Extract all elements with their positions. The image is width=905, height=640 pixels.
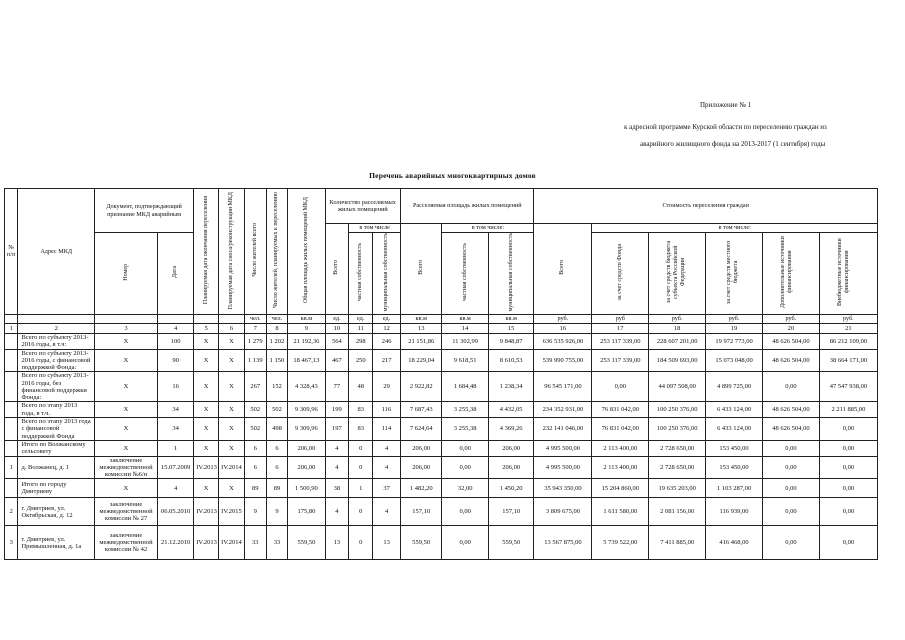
row-value-cell: 0 <box>349 440 373 456</box>
row-value-cell: 7 624,64 <box>401 418 442 441</box>
row-value-cell: 11 302,99 <box>442 333 489 349</box>
row-value-cell: 206,00 <box>288 440 325 456</box>
row-resettle-date-cell: Х <box>194 372 219 402</box>
row-index-cell <box>5 440 18 456</box>
row-value-cell: 13 567 875,00 <box>534 526 592 560</box>
row-demolish-date-cell: IV.2014 <box>219 526 245 560</box>
row-value-cell: 76 831 042,00 <box>592 418 649 441</box>
row-value-cell: 498 <box>266 418 288 441</box>
row-value-cell: 157,10 <box>401 498 442 526</box>
row-value-cell: 2 728 650,00 <box>649 440 706 456</box>
row-value-cell: 4 432,05 <box>488 402 534 418</box>
row-value-cell: 4 <box>325 440 349 456</box>
column-number-cell: 21 <box>819 323 877 333</box>
column-number-cell: 12 <box>373 323 401 333</box>
row-value-cell: 9 309,96 <box>288 418 325 441</box>
column-number-cell: 19 <box>706 323 763 333</box>
row-value-cell: 7 411 885,00 <box>649 526 706 560</box>
row-value-cell: 1 279 <box>244 333 266 349</box>
row-doc-date-cell: 34 <box>158 402 194 418</box>
row-value-cell: 2 113 400,00 <box>592 456 649 479</box>
row-demolish-date-cell: IV.2014 <box>219 456 245 479</box>
houses-table <box>4 188 878 560</box>
doc-date-header: Дата <box>158 233 194 315</box>
row-value-cell: 636 535 926,00 <box>534 333 592 349</box>
column-number-cell: 16 <box>534 323 592 333</box>
row-index-cell: 2 <box>5 498 18 526</box>
row-resettle-date-cell: IV.2013 <box>194 526 219 560</box>
column-number-cell: 2 <box>18 323 95 333</box>
row-value-cell: 18 229,04 <box>401 349 442 372</box>
row-address-cell: Всего по этапу 2013 года, в т.ч. <box>18 402 95 418</box>
row-value-cell: 38 <box>325 479 349 498</box>
row-value-cell: 217 <box>373 349 401 372</box>
table-row <box>5 498 878 526</box>
row-value-cell: 0,00 <box>762 498 819 526</box>
table-row <box>5 418 878 441</box>
table-row <box>5 372 878 402</box>
row-resettle-date-cell: Х <box>194 333 219 349</box>
row-value-cell: 246 <box>373 333 401 349</box>
row-value-cell: 33 <box>244 526 266 560</box>
row-value-cell: 206,00 <box>288 456 325 479</box>
unit-cell: чел. <box>266 314 288 323</box>
row-value-cell: 4 <box>373 498 401 526</box>
row-value-cell: 9 848,87 <box>488 333 534 349</box>
row-value-cell: 0,00 <box>762 456 819 479</box>
table-body <box>5 323 878 560</box>
doc-number-header: Номер <box>94 233 157 315</box>
row-value-cell: 76 831 042,00 <box>592 402 649 418</box>
table-row <box>5 526 878 560</box>
row-value-cell: 232 141 046,00 <box>534 418 592 441</box>
area-private-header: частная собственность <box>442 233 489 315</box>
column-number-cell: 6 <box>219 323 245 333</box>
cost-extra-header: Дополнительные источники финансирования <box>762 233 819 315</box>
page-title: Перечень аварийных многоквартирных домов <box>369 171 536 180</box>
row-address-cell: Всего по субъекту 2013-2016 годы, без финансовой поддержки Фонда: <box>18 372 95 402</box>
row-value-cell: 48 626 504,00 <box>762 418 819 441</box>
row-value-cell: 2 113 400,00 <box>592 440 649 456</box>
unit-cell: ед. <box>373 314 401 323</box>
row-value-cell: 197 <box>325 418 349 441</box>
count-incl-header: в том числе <box>349 224 401 233</box>
unit-cell: руб. <box>819 314 877 323</box>
col-residents-header: Число жителей всего <box>244 189 266 315</box>
column-number-cell: 17 <box>592 323 649 333</box>
row-doc-number-cell: заключение межведомственной комиссии № 27 <box>94 498 157 526</box>
column-number-cell: 11 <box>349 323 373 333</box>
column-number-cell: 5 <box>194 323 219 333</box>
table-row <box>5 349 878 372</box>
col-number-header: № п/п <box>5 189 18 315</box>
row-value-cell: 6 <box>266 456 288 479</box>
unit-cell: руб. <box>649 314 706 323</box>
row-address-cell: Итого по городу Дмитриеву <box>18 479 95 498</box>
row-value-cell: 1 238,34 <box>488 372 534 402</box>
row-value-cell: 13 <box>325 526 349 560</box>
row-index-cell: 1 <box>5 456 18 479</box>
row-value-cell: 502 <box>244 402 266 418</box>
row-value-cell: 116 939,00 <box>706 498 763 526</box>
row-value-cell: 19 972 773,00 <box>706 333 763 349</box>
row-value-cell: 15 204 860,00 <box>592 479 649 498</box>
row-value-cell: 21 192,36 <box>288 333 325 349</box>
row-value-cell: 4 369,26 <box>488 418 534 441</box>
unit-cell: ед. <box>349 314 373 323</box>
column-number-cell: 13 <box>401 323 442 333</box>
row-value-cell: 1 450,20 <box>488 479 534 498</box>
cost-offbudget-header: Внебюджетные источники финансирования <box>819 233 877 315</box>
row-value-cell: 1 202 <box>266 333 288 349</box>
col-address-header: Адрес МКД <box>18 189 95 315</box>
appendix-subtitle-line2: аварийного жилищного фонда на 2013-2017 (1 сентября) годы <box>640 140 826 148</box>
row-value-cell: 153 450,00 <box>706 440 763 456</box>
row-value-cell: 0,00 <box>819 479 877 498</box>
row-value-cell: 539 990 755,00 <box>534 349 592 372</box>
row-value-cell: 1 684,48 <box>442 372 489 402</box>
row-value-cell: 83 <box>349 402 373 418</box>
row-value-cell: 206,00 <box>488 440 534 456</box>
row-demolish-date-cell: Х <box>219 402 245 418</box>
row-value-cell: 157,10 <box>488 498 534 526</box>
row-address-cell: Итого по Волжанскому сельсовету <box>18 440 95 456</box>
row-value-cell: 0,00 <box>442 498 489 526</box>
row-value-cell: 96 545 171,00 <box>534 372 592 402</box>
row-value-cell: 89 <box>266 479 288 498</box>
row-address-cell: д. Волжанец, д. 1 <box>18 456 95 479</box>
row-value-cell: 0,00 <box>442 526 489 560</box>
row-value-cell: 6 433 124,00 <box>706 402 763 418</box>
row-value-cell: 32,00 <box>442 479 489 498</box>
row-doc-date-cell: 34 <box>158 418 194 441</box>
row-value-cell: 206,00 <box>488 456 534 479</box>
unit-cell: руб. <box>762 314 819 323</box>
row-value-cell: 29 <box>373 372 401 402</box>
table-row <box>5 440 878 456</box>
table-row <box>5 479 878 498</box>
row-value-cell: 116 <box>373 402 401 418</box>
row-value-cell: 298 <box>349 333 373 349</box>
row-demolish-date-cell: Х <box>219 372 245 402</box>
row-value-cell: 1 103 287,00 <box>706 479 763 498</box>
row-value-cell: 1 150 <box>266 349 288 372</box>
row-index-cell <box>5 349 18 372</box>
count-municipal-header: муниципальная собственность <box>373 233 401 315</box>
col-demolish-date-header: Планируемая дата сноса/реконструкции МКД <box>219 189 245 315</box>
row-index-cell: 3 <box>5 526 18 560</box>
column-number-cell: 18 <box>649 323 706 333</box>
row-index-cell <box>5 402 18 418</box>
row-demolish-date-cell: Х <box>219 479 245 498</box>
row-doc-date-cell: 16 <box>158 372 194 402</box>
column-number-cell: 7 <box>244 323 266 333</box>
row-value-cell: 5 739 522,00 <box>592 526 649 560</box>
column-number-cell: 10 <box>325 323 349 333</box>
row-doc-number-cell: Х <box>94 402 157 418</box>
row-doc-date-cell: 90 <box>158 349 194 372</box>
row-value-cell: 253 117 339,00 <box>592 333 649 349</box>
row-value-cell: 0,00 <box>762 526 819 560</box>
unit-cell: руб. <box>534 314 592 323</box>
row-address-cell: Всего по субъекту 2013-2016 годы, с финансовой поддержкой Фонда: <box>18 349 95 372</box>
unit-cell: кв.м <box>401 314 442 323</box>
row-value-cell: 250 <box>349 349 373 372</box>
row-address-cell: Всего по субъекту 2013-2016 годы, в т.ч: <box>18 333 95 349</box>
table-header <box>5 189 878 324</box>
row-value-cell: 89 <box>244 479 266 498</box>
row-value-cell: 19 635 203,00 <box>649 479 706 498</box>
unit-cell: ед. <box>325 314 349 323</box>
row-value-cell: 502 <box>244 418 266 441</box>
row-value-cell: 4 995 500,00 <box>534 440 592 456</box>
row-index-cell <box>5 372 18 402</box>
row-value-cell: 7 687,43 <box>401 402 442 418</box>
row-value-cell: 0,00 <box>819 440 877 456</box>
row-value-cell: 47 547 938,00 <box>819 372 877 402</box>
column-number-cell: 14 <box>442 323 489 333</box>
row-index-cell <box>5 333 18 349</box>
count-private-header: частная собственность <box>349 233 373 315</box>
table-row <box>5 402 878 418</box>
row-value-cell: 0,00 <box>762 440 819 456</box>
row-value-cell: 2 922,82 <box>401 372 442 402</box>
row-value-cell: 2 211 885,00 <box>819 402 877 418</box>
row-address-cell: Всего по этапу 2013 года с финансовой поддержкой Фонда <box>18 418 95 441</box>
row-value-cell: 4 899 725,00 <box>706 372 763 402</box>
row-doc-number-cell: заключение межведомственной комиссии №6/н <box>94 456 157 479</box>
col-residents-planned-header: Число жителей, планируемых к переселению <box>266 189 288 315</box>
row-value-cell: 86 212 109,00 <box>819 333 877 349</box>
table-row <box>5 333 878 349</box>
row-value-cell: 18 467,13 <box>288 349 325 372</box>
row-resettle-date-cell: Х <box>194 402 219 418</box>
row-value-cell: 2 728 650,00 <box>649 456 706 479</box>
col-resettle-date-header: Планируемая дата окончания переселения <box>194 189 219 315</box>
row-value-cell: 6 433 124,00 <box>706 418 763 441</box>
appendix-subtitle-line1: к адресной программе Курской области по переселению граждан из <box>624 123 827 131</box>
col-cost-header: Стоимость переселения граждан <box>534 189 878 224</box>
row-value-cell: 35 943 350,00 <box>534 479 592 498</box>
row-doc-date-cell: 15.07.2009 <box>158 456 194 479</box>
cost-local-budget-header: за счет средств местного бюджета <box>706 233 763 315</box>
row-value-cell: 100 250 376,00 <box>649 402 706 418</box>
row-resettle-date-cell: Х <box>194 349 219 372</box>
row-value-cell: 0,00 <box>819 456 877 479</box>
row-value-cell: 4 328,43 <box>288 372 325 402</box>
column-number-cell: 4 <box>158 323 194 333</box>
cost-subject-budget-header: за счет средств бюджета субъекта Российской Федерации <box>649 233 706 315</box>
row-value-cell: 15 073 048,00 <box>706 349 763 372</box>
cost-fund-header: за счет средств Фонда <box>592 233 649 315</box>
row-value-cell: 228 607 201,00 <box>649 333 706 349</box>
row-doc-date-cell: 100 <box>158 333 194 349</box>
row-value-cell: 0 <box>349 526 373 560</box>
table-row <box>5 456 878 479</box>
row-value-cell: 13 <box>373 526 401 560</box>
row-value-cell: 152 <box>266 372 288 402</box>
unit-cell: кв.м <box>488 314 534 323</box>
col-count-header: Количество расселяемых жилых помещений <box>325 189 401 224</box>
unit-cell: руб. <box>706 314 763 323</box>
row-value-cell: 4 <box>373 456 401 479</box>
row-value-cell: 199 <box>325 402 349 418</box>
row-value-cell: 1 <box>349 479 373 498</box>
row-value-cell: 114 <box>373 418 401 441</box>
row-value-cell: 0,00 <box>762 479 819 498</box>
row-value-cell: 48 626 504,00 <box>762 333 819 349</box>
row-index-cell <box>5 418 18 441</box>
row-value-cell: 3 809 675,00 <box>534 498 592 526</box>
column-number-cell: 9 <box>288 323 325 333</box>
row-value-cell: 37 <box>373 479 401 498</box>
row-doc-number-cell: Х <box>94 372 157 402</box>
row-value-cell: 206,00 <box>401 456 442 479</box>
row-value-cell: 175,80 <box>288 498 325 526</box>
row-doc-number-cell: Х <box>94 479 157 498</box>
row-resettle-date-cell: Х <box>194 440 219 456</box>
row-value-cell: 0,00 <box>819 526 877 560</box>
row-value-cell: 234 352 931,00 <box>534 402 592 418</box>
row-value-cell: 38 664 171,00 <box>819 349 877 372</box>
column-number-cell: 8 <box>266 323 288 333</box>
row-doc-number-cell: Х <box>94 333 157 349</box>
row-value-cell: 0 <box>349 498 373 526</box>
row-resettle-date-cell: Х <box>194 479 219 498</box>
row-value-cell: 206,00 <box>401 440 442 456</box>
col-document-header: Документ, подтверждающий признание МКД аварийным <box>94 189 193 233</box>
row-demolish-date-cell: Х <box>219 418 245 441</box>
col-area-header: Расселяемая площадь жилых помещений <box>401 189 534 224</box>
row-doc-number-cell: Х <box>94 418 157 441</box>
row-demolish-date-cell: Х <box>219 440 245 456</box>
row-value-cell: 4 <box>373 440 401 456</box>
row-value-cell: 467 <box>325 349 349 372</box>
row-value-cell: 4 995 500,00 <box>534 456 592 479</box>
row-value-cell: 1 482,20 <box>401 479 442 498</box>
row-value-cell: 267 <box>244 372 266 402</box>
row-value-cell: 1 611 580,00 <box>592 498 649 526</box>
row-value-cell: 0,00 <box>592 372 649 402</box>
row-address-cell: г. Дмитриев, ул. Октябрьская, д. 12 <box>18 498 95 526</box>
row-value-cell: 253 117 339,00 <box>592 349 649 372</box>
area-municipal-header: муниципальная собственность <box>488 233 534 315</box>
row-value-cell: 9 <box>244 498 266 526</box>
row-value-cell: 100 250 376,00 <box>649 418 706 441</box>
row-value-cell: 48 626 504,00 <box>762 349 819 372</box>
row-value-cell: 3 255,38 <box>442 402 489 418</box>
row-value-cell: 6 <box>244 456 266 479</box>
col-total-area-header: Общая площадь жилых помещений МКД <box>288 189 325 315</box>
row-doc-date-cell: 06.05.2010 <box>158 498 194 526</box>
row-value-cell: 83 <box>349 418 373 441</box>
row-value-cell: 2 081 156,00 <box>649 498 706 526</box>
row-value-cell: 559,50 <box>488 526 534 560</box>
column-numbers-row <box>5 323 878 333</box>
row-address-cell: г. Дмитриев, ул. Примышленная, д. 1а <box>18 526 95 560</box>
row-resettle-date-cell: IV.2013 <box>194 498 219 526</box>
row-value-cell: 0 <box>349 456 373 479</box>
row-value-cell: 6 <box>244 440 266 456</box>
row-value-cell: 1 500,90 <box>288 479 325 498</box>
count-total-header: Всего <box>325 224 349 315</box>
row-value-cell: 4 <box>325 498 349 526</box>
row-resettle-date-cell: Х <box>194 418 219 441</box>
row-value-cell: 48 626 504,00 <box>762 402 819 418</box>
row-resettle-date-cell: IV.2013 <box>194 456 219 479</box>
area-incl-header: в том числе: <box>442 224 534 233</box>
row-value-cell: 9 309,96 <box>288 402 325 418</box>
row-value-cell: 0,00 <box>819 498 877 526</box>
unit-cell: кв.м <box>288 314 325 323</box>
row-value-cell: 8 610,53 <box>488 349 534 372</box>
row-value-cell: 0,00 <box>819 418 877 441</box>
row-value-cell: 416 468,00 <box>706 526 763 560</box>
row-value-cell: 9 <box>266 498 288 526</box>
row-doc-date-cell: 21.12.2010 <box>158 526 194 560</box>
column-number-cell: 3 <box>94 323 157 333</box>
row-value-cell: 0,00 <box>442 440 489 456</box>
row-value-cell: 48 <box>349 372 373 402</box>
row-value-cell: 0,00 <box>762 372 819 402</box>
row-doc-number-cell: Х <box>94 440 157 456</box>
row-doc-number-cell: Х <box>94 349 157 372</box>
row-demolish-date-cell: Х <box>219 333 245 349</box>
row-value-cell: 4 <box>325 456 349 479</box>
row-value-cell: 153 450,00 <box>706 456 763 479</box>
row-doc-date-cell: 1 <box>158 440 194 456</box>
row-index-cell <box>5 479 18 498</box>
column-number-cell: 20 <box>762 323 819 333</box>
row-value-cell: 559,50 <box>288 526 325 560</box>
row-value-cell: 0,00 <box>442 456 489 479</box>
unit-cell: чел. <box>244 314 266 323</box>
area-total-header: Всего <box>401 224 442 315</box>
row-value-cell: 21 151,86 <box>401 333 442 349</box>
row-value-cell: 184 509 693,00 <box>649 349 706 372</box>
row-demolish-date-cell: Х <box>219 349 245 372</box>
cost-total-header: Всего <box>534 224 592 315</box>
units-row <box>5 314 878 323</box>
row-value-cell: 559,50 <box>401 526 442 560</box>
column-number-cell: 15 <box>488 323 534 333</box>
row-value-cell: 1 139 <box>244 349 266 372</box>
row-value-cell: 9 618,51 <box>442 349 489 372</box>
row-doc-date-cell: 4 <box>158 479 194 498</box>
row-value-cell: 564 <box>325 333 349 349</box>
row-value-cell: 44 097 508,00 <box>649 372 706 402</box>
row-value-cell: 77 <box>325 372 349 402</box>
row-value-cell: 3 255,38 <box>442 418 489 441</box>
row-value-cell: 502 <box>266 402 288 418</box>
appendix-number: Приложение № 1 <box>700 101 752 109</box>
row-doc-number-cell: заключение межведомственной комиссии № 42 <box>94 526 157 560</box>
row-value-cell: 6 <box>266 440 288 456</box>
cost-incl-header: в том числе: <box>592 224 878 233</box>
unit-cell: руб <box>592 314 649 323</box>
row-value-cell: 33 <box>266 526 288 560</box>
column-number-cell: 1 <box>5 323 18 333</box>
unit-cell: кв.м <box>442 314 489 323</box>
row-demolish-date-cell: IV.2015 <box>219 498 245 526</box>
